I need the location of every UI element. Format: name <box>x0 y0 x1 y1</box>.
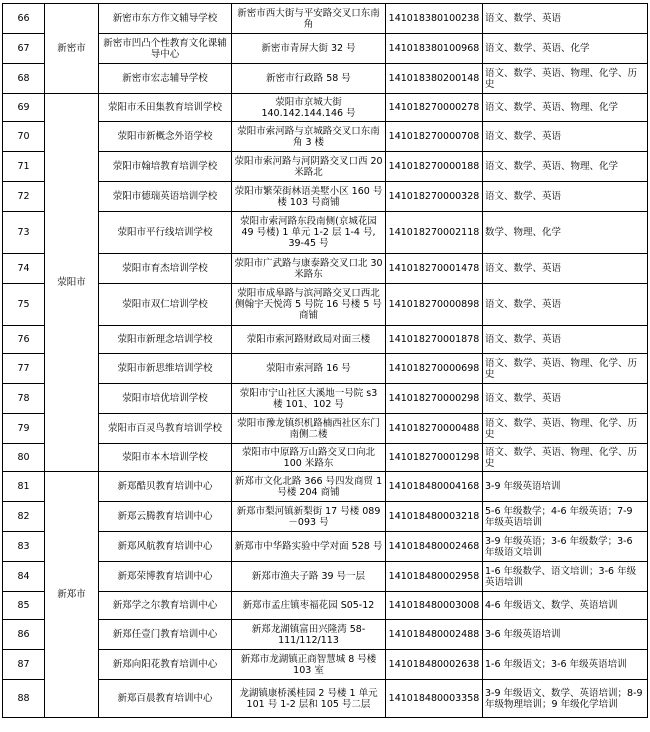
subjects: 语文、数学、英语、物理、化学、历史 <box>483 64 648 94</box>
table-row <box>3 34 648 64</box>
school-name: 新郑任壹门教育培训中心 <box>99 620 232 650</box>
license-number: 141018480003218 <box>386 502 483 532</box>
school-name: 荥阳市平行线培训学校 <box>99 212 232 254</box>
subjects: 语文、数学、英语、物理、化学 <box>483 94 648 122</box>
school-name: 荥阳市培优培训学校 <box>99 384 232 414</box>
license-number: 141018270000708 <box>386 122 483 152</box>
subjects: 语文、数学、英语 <box>483 254 648 284</box>
subjects: 语文、数学、英语、物理、化学、历史 <box>483 414 648 444</box>
school-address: 新密市西大街与平安路交叉口东南角 <box>232 4 386 34</box>
subjects: 语文、数学、英语 <box>483 4 648 34</box>
school-address: 荥阳市索河路 16 号 <box>232 354 386 384</box>
table-row <box>3 94 648 122</box>
school-name: 新郑云腾教育培训中心 <box>99 502 232 532</box>
table-row <box>3 326 648 354</box>
city-cell: 新密市 <box>45 4 99 94</box>
row-number: 88 <box>3 680 45 718</box>
school-name: 荥阳市百灵鸟教育培训学校 <box>99 414 232 444</box>
license-number: 141018480002638 <box>386 650 483 680</box>
table-row <box>3 502 648 532</box>
table-row <box>3 182 648 212</box>
school-name: 荥阳市育杰培训学校 <box>99 254 232 284</box>
table-row <box>3 444 648 472</box>
table-row <box>3 64 648 94</box>
license-number: 141018270001878 <box>386 326 483 354</box>
row-number: 76 <box>3 326 45 354</box>
table-row <box>3 592 648 620</box>
row-number: 71 <box>3 152 45 182</box>
row-number: 81 <box>3 472 45 502</box>
row-number: 66 <box>3 4 45 34</box>
city-cell: 荥阳市 <box>45 94 99 472</box>
row-number: 74 <box>3 254 45 284</box>
school-address: 新郑市梨河镇新梨街 17 号楼 089－093 号 <box>232 502 386 532</box>
table-row <box>3 254 648 284</box>
table-row <box>3 284 648 326</box>
license-number: 141018270000328 <box>386 182 483 212</box>
school-name: 新密市东方作文辅导学校 <box>99 4 232 34</box>
table-row <box>3 680 648 718</box>
row-number: 67 <box>3 34 45 64</box>
school-address: 荥阳市索河路财政局对面三楼 <box>232 326 386 354</box>
license-number: 141018270001478 <box>386 254 483 284</box>
subjects: 语文、数学、英语、物理、化学、历史 <box>483 354 648 384</box>
subjects: 语文、数学、英语 <box>483 326 648 354</box>
school-address: 新密市青屏大街 32 号 <box>232 34 386 64</box>
school-address: 新密市行政路 58 号 <box>232 64 386 94</box>
school-address: 龙湖镇康桥溪桂园 2 号楼 1 单元 101 号 1-2 层和 105 号二层 <box>232 680 386 718</box>
school-address: 荥阳市中原路万山路交叉口向北 100 米路东 <box>232 444 386 472</box>
row-number: 82 <box>3 502 45 532</box>
row-number: 75 <box>3 284 45 326</box>
subjects: 语文、数学、英语 <box>483 122 648 152</box>
school-address: 荥阳市索河路与京城路交叉口东南角 3 楼 <box>232 122 386 152</box>
row-number: 80 <box>3 444 45 472</box>
school-name: 荥阳市翰培教育培训学校 <box>99 152 232 182</box>
school-name: 新郑酷贝教育培训中心 <box>99 472 232 502</box>
school-table <box>2 3 648 718</box>
license-number: 141018270002118 <box>386 212 483 254</box>
subjects: 3-9 年级语文、数学、英语培训；8-9 年级物理培训；9 年级化学培训 <box>483 680 648 718</box>
table-row <box>3 212 648 254</box>
subjects: 1-6 年级语文；3-6 年级英语培训 <box>483 650 648 680</box>
table-row <box>3 414 648 444</box>
subjects: 语文、数学、英语 <box>483 182 648 212</box>
license-number: 141018380100238 <box>386 4 483 34</box>
table-row <box>3 650 648 680</box>
school-name: 新郑荣博教育培训中心 <box>99 562 232 592</box>
school-name: 荥阳市禾田集教育培训学校 <box>99 94 232 122</box>
license-number: 141018480003008 <box>386 592 483 620</box>
school-address: 新郑市渔夫子路 39 号一层 <box>232 562 386 592</box>
table-row <box>3 562 648 592</box>
school-address: 新郑市中华路实验中学对面 528 号 <box>232 532 386 562</box>
school-name: 荥阳市新思维培训学校 <box>99 354 232 384</box>
license-number: 141018270000188 <box>386 152 483 182</box>
row-number: 69 <box>3 94 45 122</box>
license-number: 141018270000278 <box>386 94 483 122</box>
license-number: 141018480002958 <box>386 562 483 592</box>
subjects: 语文、数学、英语、物理、化学 <box>483 152 648 182</box>
row-number: 78 <box>3 384 45 414</box>
license-number: 141018270000898 <box>386 284 483 326</box>
license-number: 141018380100968 <box>386 34 483 64</box>
city-cell: 新郑市 <box>45 472 99 718</box>
subjects: 3-9 年级英语；3-6 年级数学；3-6 年级语文培训 <box>483 532 648 562</box>
subjects: 3-9 年级英语培训 <box>483 472 648 502</box>
subjects: 4-6 年级语文、数学、英语培训 <box>483 592 648 620</box>
school-address: 荥阳市广武路与康泰路交叉口北 30 米路东 <box>232 254 386 284</box>
subjects: 语文、数学、英语 <box>483 284 648 326</box>
school-address: 荥阳市宁山社区大溪地一号院 s3 楼 101、102 号 <box>232 384 386 414</box>
subjects: 数学、物理、化学 <box>483 212 648 254</box>
row-number: 77 <box>3 354 45 384</box>
school-name: 新郑向阳花教育培训中心 <box>99 650 232 680</box>
table-row <box>3 472 648 502</box>
license-number: 141018480004168 <box>386 472 483 502</box>
table-row <box>3 354 648 384</box>
license-number: 141018480002488 <box>386 620 483 650</box>
row-number: 86 <box>3 620 45 650</box>
row-number: 73 <box>3 212 45 254</box>
license-number: 141018270001298 <box>386 444 483 472</box>
license-number: 141018480002468 <box>386 532 483 562</box>
table-row <box>3 122 648 152</box>
school-name: 新密市宏志辅导学校 <box>99 64 232 94</box>
school-name: 荥阳市新理念培训学校 <box>99 326 232 354</box>
school-address: 新郑龙湖镇富田兴隆湾 58-111/112/113 <box>232 620 386 650</box>
school-address: 新郑市文化北路 366 号四发商贸 1 号楼 204 商铺 <box>232 472 386 502</box>
school-address: 新郑市孟庄镇枣福花园 S05-12 <box>232 592 386 620</box>
row-number: 83 <box>3 532 45 562</box>
school-address: 荥阳市繁荣街林语美墅小区 160 号楼 103 号商铺 <box>232 182 386 212</box>
school-name: 新郑风航教育培训中心 <box>99 532 232 562</box>
license-number: 141018270000488 <box>386 414 483 444</box>
school-address: 新郑市龙湖镇正商智慧城 8 号楼 103 室 <box>232 650 386 680</box>
row-number: 72 <box>3 182 45 212</box>
table-row <box>3 620 648 650</box>
school-name: 荥阳市德瑞英语培训学校 <box>99 182 232 212</box>
subjects: 语文、数学、英语、物理、化学、历史 <box>483 444 648 472</box>
license-number: 141018480003358 <box>386 680 483 718</box>
table-row <box>3 4 648 34</box>
school-address: 荥阳市索河路东段南侧(京城花园 49 号楼) 1 单元 1-2 层 1-4 号, 39-45 号 <box>232 212 386 254</box>
subjects: 语文、数学、英语、化学 <box>483 34 648 64</box>
row-number: 85 <box>3 592 45 620</box>
subjects: 5-6 年级数学；4-6 年级英语；7-9 年级英语培训 <box>483 502 648 532</box>
school-name: 荥阳市双仁培训学校 <box>99 284 232 326</box>
school-name: 新密市凹凸个性教育文化课辅导中心 <box>99 34 232 64</box>
license-number: 141018380200148 <box>386 64 483 94</box>
subjects: 语文、数学、英语 <box>483 384 648 414</box>
row-number: 68 <box>3 64 45 94</box>
table-row <box>3 152 648 182</box>
school-name: 新郑百晨教育培训中心 <box>99 680 232 718</box>
license-number: 141018270000698 <box>386 354 483 384</box>
school-name: 荥阳市新概念外语学校 <box>99 122 232 152</box>
school-address: 荥阳市京城大街 140.142.144.146 号 <box>232 94 386 122</box>
row-number: 87 <box>3 650 45 680</box>
row-number: 79 <box>3 414 45 444</box>
row-number: 84 <box>3 562 45 592</box>
school-address: 荥阳市索河路与河阴路交叉口西 20 米路北 <box>232 152 386 182</box>
license-number: 141018270000298 <box>386 384 483 414</box>
row-number: 70 <box>3 122 45 152</box>
subjects: 3-6 年级英语培训 <box>483 620 648 650</box>
subjects: 1-6 年级数学、语文培训；3-6 年级英语培训 <box>483 562 648 592</box>
school-name: 荥阳市本木培训学校 <box>99 444 232 472</box>
school-name: 新郑学之尔教育培训中心 <box>99 592 232 620</box>
school-address: 荥阳市成皋路与滨河路交叉口西北侧翰宇天悦湾 5 号院 16 号楼 5 号商铺 <box>232 284 386 326</box>
school-address: 荥阳市豫龙镇织机路楠西社区东门南侧二楼 <box>232 414 386 444</box>
table-row <box>3 532 648 562</box>
table-row <box>3 384 648 414</box>
